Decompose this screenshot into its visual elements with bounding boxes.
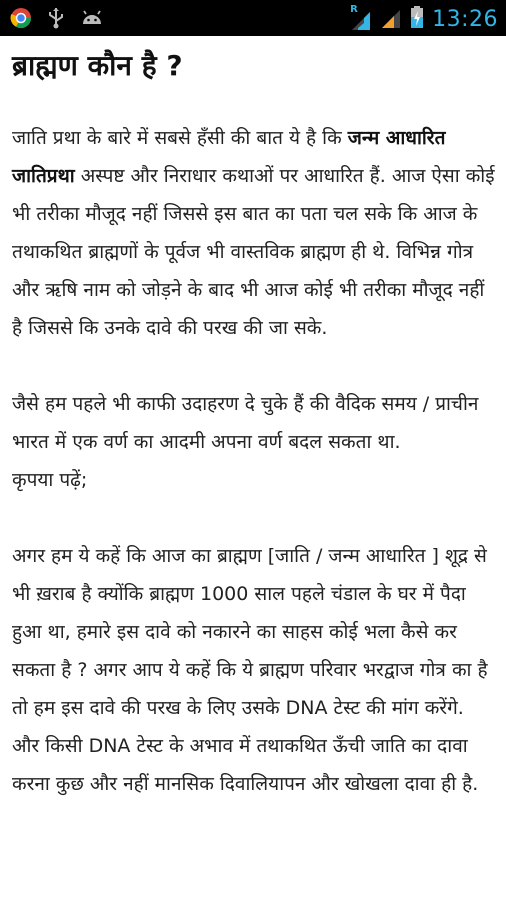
battery-charging-icon xyxy=(410,5,424,33)
paragraph-4: अगर हम ये कहें कि आज का ब्राह्मण [जाति / जन्म आधारित ] शूद्र से भी ख़राब है क्योंकि ब्राह्मण 1000 साल पहले चंडाल के घर में पैदा हुआ था, हमारे इस दावे को नकारने का साहस कोई भला कैसे कर सकता है ? अगर आप ये कहें कि ये ब्राह्मण परिवार भरद्वाज गोत्र का है तो हम इस दावे की परख के लिए उसके DNA टेस्ट की मांग करेंगे. और किसी DNA टेस्ट के अभाव में तथाकथित ऊँची जाति का दावा करना कुछ और नहीं मानसिक दिवालियापन और खोखला दावा ही है. xyxy=(12,545,488,795)
paragraph-1-bold: जन्म आधारित जातिप्रथा xyxy=(12,127,446,187)
article-title: ब्राह्मण कौन है ? xyxy=(12,49,183,82)
system-icons xyxy=(350,5,498,33)
paragraph-2: जैसे हम पहले भी काफी उदाहरण दे चुके हैं की वैदिक समय / प्राचीन भारत में एक वर्ण का आदमी अपना वर्ण बदल सकता था. xyxy=(12,393,479,453)
signal-roaming-icon xyxy=(350,4,372,31)
roaming-label: R xyxy=(350,4,358,15)
paragraph-1 xyxy=(12,119,496,347)
chrome-notification-icon[interactable] xyxy=(10,7,32,33)
android-debug-icon[interactable] xyxy=(80,8,104,32)
paragraph-1-text-b: अस्पष्ट और निराधार कथाओं पर आधारित हैं. आज ऐसा कोई भी तरीका मौजूद नहीं जिससे इस बात का पता चल सके कि आज के तथाकथित ब्राह्मणों के पूर्वज भी वास्तविक ब्राह्मण ही थे. विभिन्न गोत्र और ऋषि नाम को जोड़ने के बाद भी आज कोई भी तरीका मौजूद नहीं है जिससे कि उनके दावे की परख की जा सके. xyxy=(12,165,495,339)
notification-icons xyxy=(10,7,104,33)
paragraph-3: कृपया पढ़ें; xyxy=(12,469,88,491)
status-bar xyxy=(0,0,506,36)
paragraph-1-text-a: जाति प्रथा के बारे में सबसे हँसी की बात ये है कि xyxy=(12,127,348,149)
clock: 13:26 xyxy=(432,6,498,32)
article xyxy=(12,44,496,803)
usb-icon[interactable] xyxy=(46,7,66,33)
signal-icon xyxy=(380,5,402,33)
